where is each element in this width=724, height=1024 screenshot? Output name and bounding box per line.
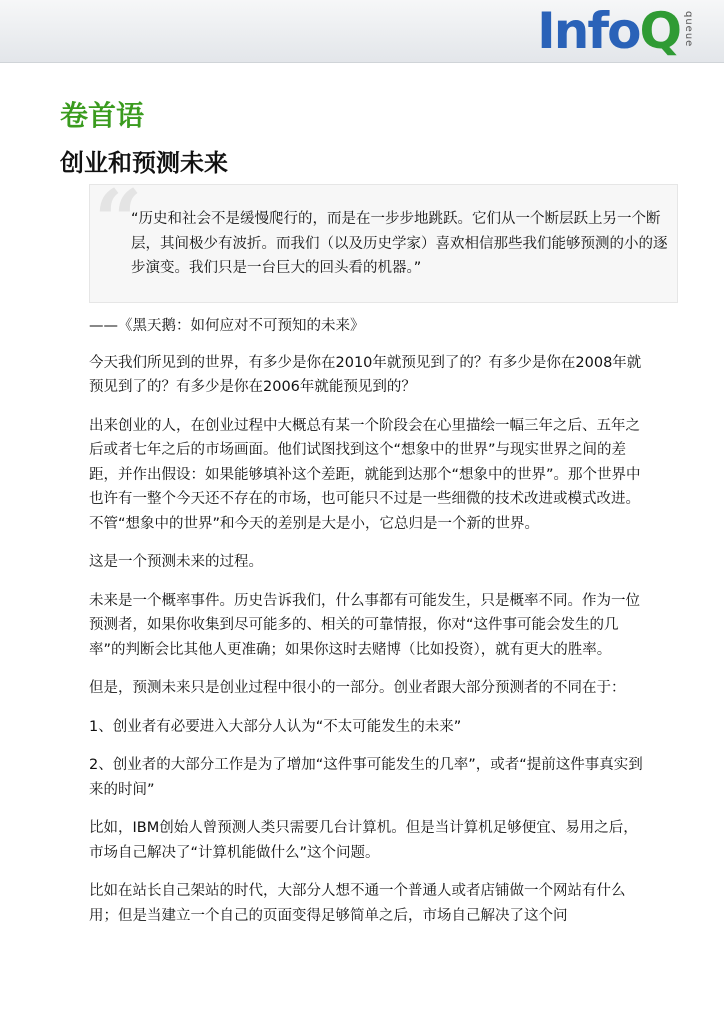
page-header (0, 0, 724, 63)
paragraph: 出来创业的人，在创业过程中大概总有某一个阶段会在心里描绘一幅三年之后、五年之后或者七年之后的市场画面。他们试图找到这个“想象中的世界”与现实世界之间的差距，并作出假设：如果能够填补这个差距，就能到达那个“想象中的世界”。那个世界中也许有一整个今天还不存在的市场，也可能只不过是一些细微的技术改进或模式改进。不管“想象中的世界”和今天的差别是大是小，它总归是一个新的世界。 (89, 417, 641, 532)
paragraph: 2、创业者的大部分工作是为了增加“这件事可能发生的几率”，或者“提前这件事真实到来的时间” (89, 757, 643, 798)
paragraph: 今天我们所见到的世界，有多少是你在2010年就预见到了的？有多少是你在2008年就预见到了的？有多少是你在2006年就能预见到的？ (89, 354, 642, 395)
quote-text: “历史和社会不是缓慢爬行的，而是在一步步地跳跃。它们从一个断层跃上另一个断层，其间极少有波折。而我们（以及历史学家）喜欢相信那些我们能够预测的小的逐步演变。我们只是一台巨大的回头看的机器。” (131, 211, 668, 276)
paragraph: 这是一个预测未来的过程。 (89, 554, 263, 570)
paragraph: 比如在站长自己架站的时代，大部分人想不通一个普通人或者店铺做一个网站有什么用；但是当建立一个自己的页面变得足够简单之后，市场自己解决了这个问 (89, 883, 626, 924)
quote-mark-icon: “ (94, 171, 143, 270)
logo-subtext: queue (683, 11, 694, 48)
article-title: 创业和预测未来 (60, 149, 228, 177)
paragraph: 1、创业者有必要进入大部分人认为“不太可能发生的未来” (89, 718, 462, 735)
paragraph: 未来是一个概率事件。历史告诉我们，什么事都有可能发生，只是概率不同。作为一位预测者，如果你收集到尽可能多的、相关的可靠情报，你对“这件事可能会发生的几率”的判断会比其他人更准确；如果你这时去赌博（比如投资），就有更大的胜率。 (89, 592, 640, 658)
article-body (89, 314, 645, 942)
quote-box (89, 171, 678, 303)
paragraph: 但是，预测未来只是创业过程中很小的一部分。创业者跟大部分预测者的不同在于： (89, 680, 626, 696)
section-label: 卷首语 (60, 99, 145, 132)
logo-wordmark: InfoQ (537, 2, 680, 60)
paragraph: 比如，IBM创始人曾预测人类只需要几台计算机。但是当计算机足够便宜、易用之后，市场自己解决了“计算机能做什么”这个问题。 (89, 820, 638, 861)
quote-source: ——《黑天鹅：如何应对不可预知的未来》 (89, 318, 365, 334)
infoq-logo[interactable] (537, 3, 694, 59)
